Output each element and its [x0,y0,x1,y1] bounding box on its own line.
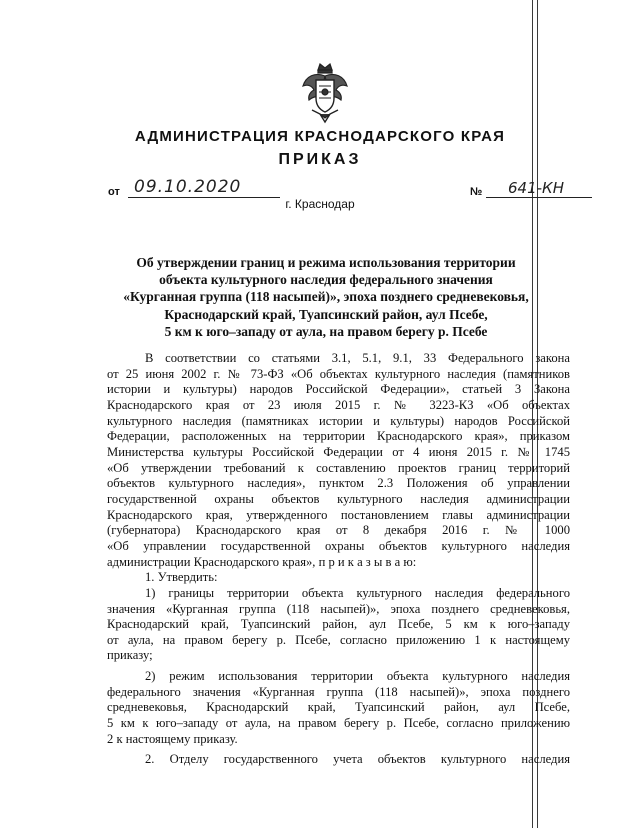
body-line: 2. Отделу государственного учета объектов культурного наследия [145,752,570,767]
body-line: 5 км к юго–западу от аула, на правом берегу р. Псебе, согласно приложению [107,716,570,731]
number-label: № [470,186,483,198]
title-line: Об утверждении границ и режима использования территории [136,255,516,270]
body-line: 1. Утвердить: [145,570,218,585]
body-line: 2) режим использования территории объекта культурного наследия [145,669,570,684]
title-line: Краснодарский край, Туапсинский район, аул Псебе, [164,306,488,322]
body-line: «Об утверждении требований к составлению проектов границ территорий [107,460,570,475]
body-line: средневековья, Краснодарский край, Туапсинский район, аул Псебе, [107,700,570,715]
body-line: Краснодарского края, утвержденного постановлением главы администрации [107,507,570,522]
date-handwritten: 09.10.2020 [134,177,242,197]
document-body [107,351,570,768]
body-line: (губернатора) Краснодарского края от 8 декабря 2016 г. № 1000 [107,523,570,538]
body-line: «Об управлении государственной охраны объектов культурного наследия [107,538,570,553]
body-line: истории и культуры) народов Российской Федерации», статьей 3 Закона [107,382,570,397]
body-line: от 25 июня 2002 г. № 73-ФЗ «Об объектах культурного наследия (памятников [107,366,570,381]
body-line: 2 к настоящему приказу. [107,731,238,746]
title-line: объекта культурного наследия федерального значения [159,272,493,288]
body-line: Федерации, расположенных на территории Краснодарского края», приказом [107,429,570,444]
organization-name: АДМИНИСТРАЦИЯ КРАСНОДАРСКОГО КРАЯ [134,128,506,145]
body-line: объектов культурного наследия», пунктом 2.3 Положения об управлении [107,476,570,491]
body-line: федерального значения «Курганная группа (118 насыпей)», эпоха позднего [107,684,570,699]
body-line: приказу; [107,648,153,663]
document-title [100,254,552,340]
body-line: Краснодарский край, Туапсинский район, аул Псебе, 5 км к юго–западу [107,617,570,632]
body-line: В соответствии со статьями 3.1, 5.1, 9.1, 33 Федерального закона [145,351,570,365]
body-line: государственной охраны объектов культурного наследия администрации [107,491,570,506]
title-line: «Курганная группа (118 насыпей)», эпоха позднего средневековья, [123,289,529,305]
krasnodar-coat-of-arms-icon [300,62,350,124]
number-handwritten: 641-КН [508,179,564,197]
title-line: 5 км к юго–западу от аула, на правом берегу р. Псебе [164,323,488,339]
document-type: ПРИКАЗ [278,151,362,168]
body-line: от аула, на правом берегу р. Псебе, согласно приложению 1 к настоящему [107,632,570,647]
body-line: значения «Курганная группа (118 насыпей)», эпоха позднего средневековья, [107,601,570,616]
date-label: от [108,186,120,198]
body-line: Министерства культуры Российской Федерации от 4 июня 2015 г. № 1745 [107,444,570,459]
body-line: администрации Краснодарского края», п р и к а з ы в а ю: [107,554,417,569]
body-line: Краснодарского края от 23 июля 2015 г. № 3223-КЗ «Об объектах [107,397,570,412]
body-line: 1) границы территории объекта культурного наследия федерального [145,585,570,600]
city-name: г. Краснодар [285,197,355,211]
body-line: культурного наследия (памятниках истории и культуры) народов Российской [107,413,570,428]
